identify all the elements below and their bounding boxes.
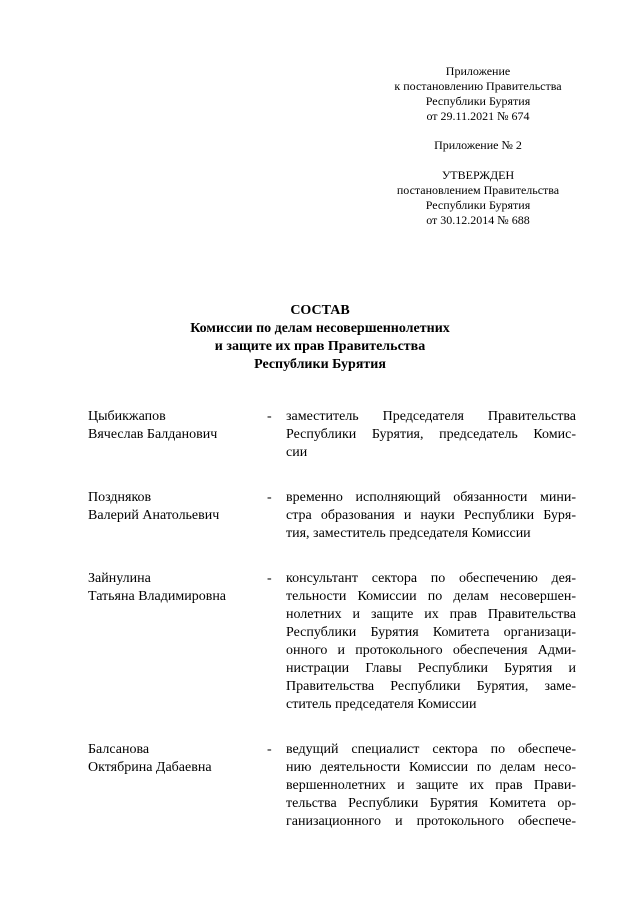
- member-name: [88, 741, 258, 777]
- member-name: [88, 570, 258, 606]
- member-given-name: Валерий Анатольевич: [88, 508, 220, 523]
- role-line: тельства Республики Бурятия Комитета ор-: [286, 796, 576, 811]
- member-name: [88, 408, 258, 444]
- member-given-name: Октябрина Дабаевна: [88, 760, 212, 775]
- role-line: стра образования и науки Республики Буря-: [286, 508, 576, 523]
- approved-line: УТВЕРЖДЕН: [441, 168, 515, 182]
- role-line: Республики Бурятия Комитета организаци-: [286, 625, 576, 640]
- role-line: тия, заместитель председателя Комиссии: [286, 526, 531, 541]
- role-line: сии: [286, 445, 308, 460]
- member-name: [88, 489, 258, 525]
- annex-line: от 29.11.2021 № 674: [426, 109, 530, 123]
- member-dash: -: [267, 490, 272, 505]
- member-dash: -: [267, 409, 272, 424]
- role-line: вершеннолетних и защите их прав Прави-: [286, 778, 576, 793]
- role-line: нистрации Главы Республики Бурятия и: [286, 661, 576, 676]
- role-line: нолетних и защите их прав Правительства: [286, 607, 576, 622]
- role-line: Республики Бурятия, председатель Комис-: [286, 427, 576, 442]
- role-line: временно исполняющий обязанности мини-: [286, 490, 576, 505]
- member-surname: Балсанова: [88, 742, 150, 757]
- annex-number-text: Приложение № 2: [434, 138, 522, 152]
- member-dash: -: [267, 571, 272, 586]
- title-heading: СОСТАВ: [290, 303, 350, 318]
- member-dash: -: [267, 742, 272, 757]
- annex-line: Приложение: [445, 64, 511, 78]
- approval-stamp: [378, 168, 578, 228]
- title-line: Республики Бурятия: [254, 357, 386, 372]
- role-line: ведущий специалист сектора по обеспече-: [286, 742, 576, 757]
- member-role: [286, 408, 576, 462]
- title-line: Комиссии по делам несовершеннолетних: [190, 321, 450, 336]
- role-line: онного и протокольного обеспечения Адми-: [286, 643, 576, 658]
- role-line: нию деятельности Комиссии по делам несо-: [286, 760, 576, 775]
- member-given-name: Татьяна Владимировна: [88, 589, 227, 604]
- document-title: [0, 302, 640, 374]
- member-surname: Поздняков: [88, 490, 152, 505]
- role-line: заместитель Председателя Правительства: [286, 409, 576, 424]
- member-given-name: Вячеслав Балданович: [88, 427, 218, 442]
- approved-line: от 30.12.2014 № 688: [426, 213, 530, 227]
- annex-number: [378, 138, 578, 153]
- annex-line: к постановлению Правительства: [394, 79, 562, 93]
- member-surname: Зайнулина: [88, 571, 151, 586]
- member-role: [286, 570, 576, 714]
- approved-line: постановлением Правительства: [396, 183, 560, 197]
- role-line: ститель председателя Комиссии: [286, 697, 477, 712]
- role-line: ганизационного и протокольного обеспече-: [286, 814, 576, 829]
- member-surname: Цыбикжапов: [88, 409, 166, 424]
- annex-header: [378, 64, 578, 124]
- role-line: тельности Комиссии по делам несовершен-: [286, 589, 576, 604]
- member-role: [286, 489, 576, 543]
- approved-line: Республики Бурятия: [425, 198, 531, 212]
- role-line: консультант сектора по обеспечению дея-: [286, 571, 576, 586]
- role-line: Правительства Республики Бурятия, заме-: [286, 679, 576, 694]
- annex-line: Республики Бурятия: [425, 94, 531, 108]
- title-line: и защите их прав Правительства: [214, 339, 426, 354]
- member-role: [286, 741, 576, 831]
